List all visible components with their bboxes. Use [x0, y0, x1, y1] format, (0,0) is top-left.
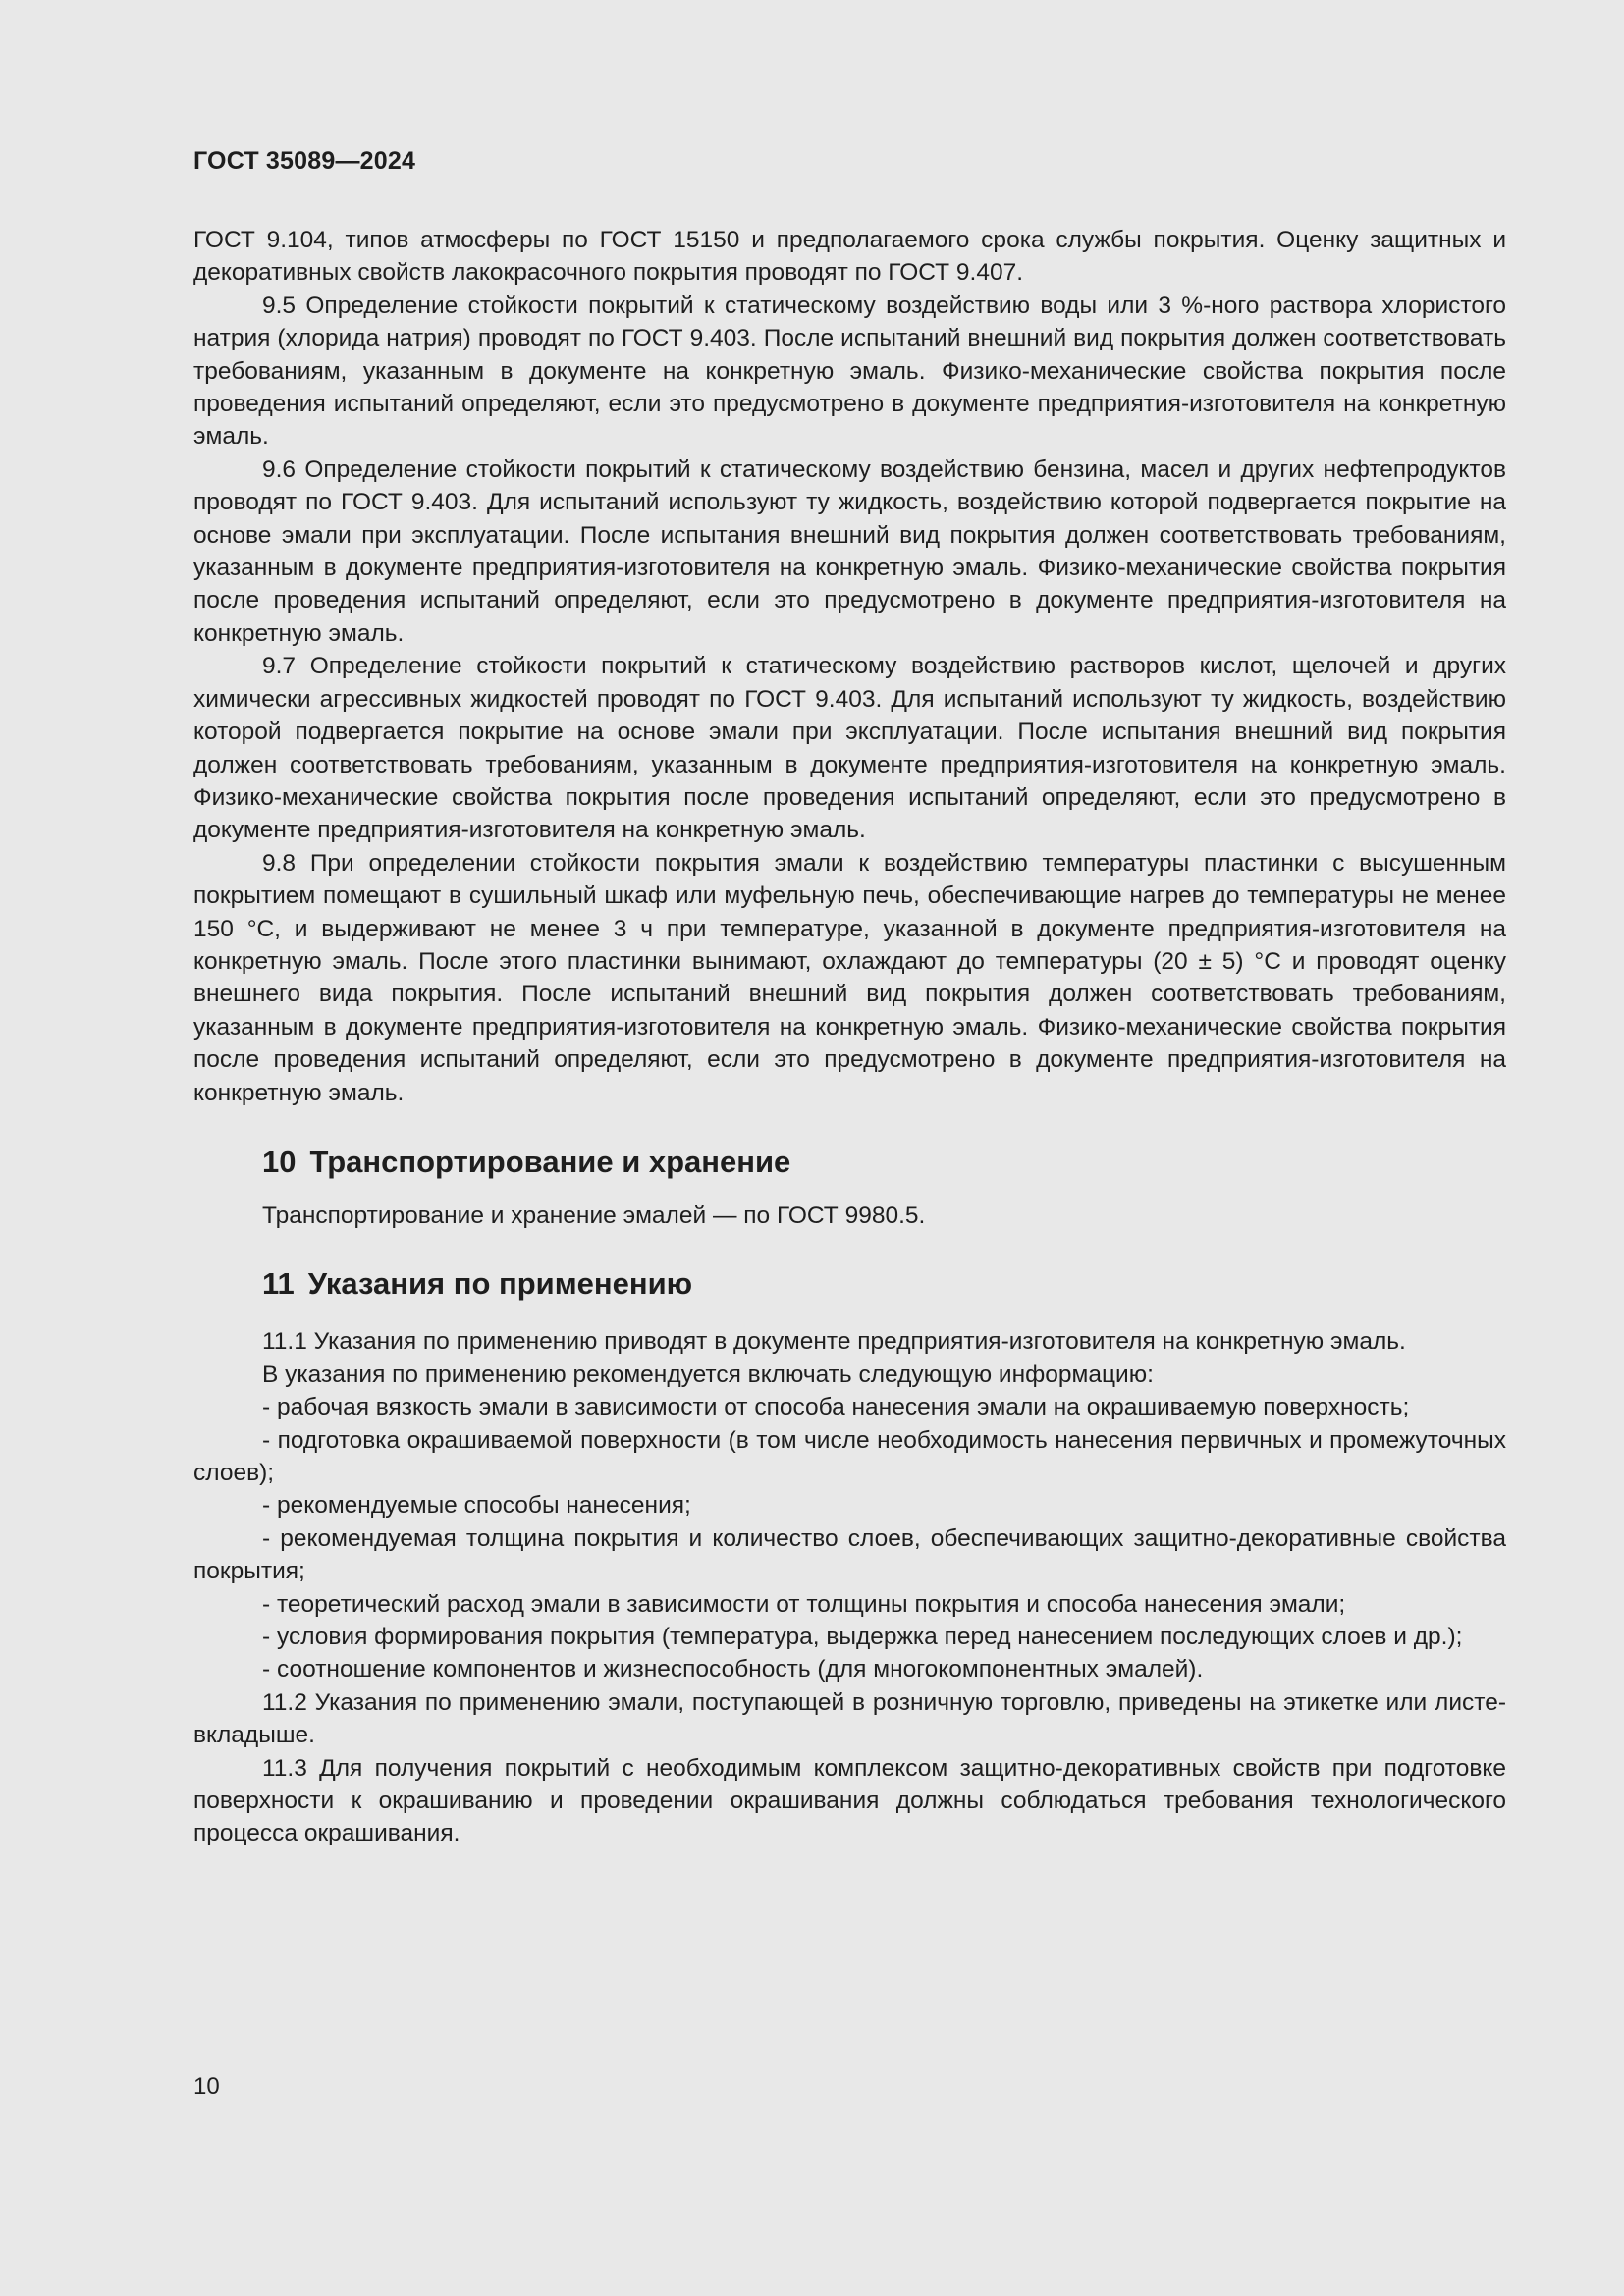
paragraph-9-8: 9.8 При определении стойкости покрытия эмали к воздействию температуры пластинки с высушенным покрытием помещают в сушильный шкаф или муфельную печь, обеспечивающие нагрев до температуры не менее 150 °С, и выдерживают не менее 3 ч при температуре, указанной в документе предприятия-изготовителя на конкретную эмаль. После этого пластинки вынимают, охлаждают до температуры (20 ± 5) °С и проводят оценку внешнего вида покрытия. После испытаний внешний вид покрытия должен соответствовать требованиям, указанным в документе предприятия-изготовителя на конкретную эмаль. Физико-механические свойства покрытия после проведения испытаний определяют, если это предусмотрено в документе предприятия-изготовителя на конкретную эмаль.: [193, 849, 1506, 1106]
section-10-heading: [193, 1143, 1506, 1182]
section-11-number: 11: [262, 1266, 295, 1302]
paragraph-11-3: 11.3 Для получения покрытий с необходимым комплексом защитно-декоративных свойств при подготовке поверхности к окрашиванию и проведении окрашивания должны соблюдаться требования технологического процесса окрашивания.: [193, 1754, 1506, 1847]
section-10-number: 10: [262, 1144, 297, 1179]
section-10-title: Транспортирование и хранение: [309, 1144, 791, 1179]
paragraph-9-6: 9.6 Определение стойкости покрытий к статическому воздействию бензина, масел и других нефтепродуктов проводят по ГОСТ 9.403. Для испытаний используют ту жидкость, воздействию которой подвергается покрытие на основе эмали при эксплуатации. После испытания внешний вид покрытия должен соответствовать требованиям, указанным в документе предприятия-изготовителя на конкретную эмаль. Физико-механические свойства покрытия после проведения испытаний определяют, если это предусмотрено в документе предприятия-изготовителя на конкретную эмаль.: [193, 455, 1506, 647]
section-11-heading: [193, 1264, 1506, 1304]
section-10-text: Транспортирование и хранение эмалей — по ГОСТ 9980.5.: [262, 1201, 926, 1229]
paragraph-9-5: 9.5 Определение стойкости покрытий к статическому воздействию воды или 3 %-ного раствора хлористого натрия (хлорида натрия) проводят по ГОСТ 9.403. После испытаний внешний вид покрытия должен соответствовать требованиям, указанным в документе на конкретную эмаль. Физико-механические свойства покрытия после проведения испытаний определяют, если это предусмотрено в документе предприятия-изготовителя на конкретную эмаль.: [193, 292, 1506, 451]
paragraph-11-1: 11.1 Указания по применению приводят в документе предприятия-изготовителя на конкретную эмаль.: [262, 1328, 1406, 1356]
paragraph-continuation: ГОСТ 9.104, типов атмосферы по ГОСТ 15150 и предполагаемого срока службы покрытия. Оценку защитных и декоративных свойств лакокрасочного покрытия проводят по ГОСТ 9.407.: [193, 227, 1506, 287]
list-item: - подготовка окрашиваемой поверхности (в том числе необходимость нанесения первичных и промежуточных слоев);: [193, 1426, 1506, 1486]
list-item: - условия формирования покрытия (температура, выдержка перед нанесением последующих слоев и др.);: [262, 1624, 1463, 1651]
paragraph-9-7: 9.7 Определение стойкости покрытий к статическому воздействию растворов кислот, щелочей и других химически агрессивных жидкостей проводят по ГОСТ 9.403. Для испытаний используют ту жидкость, воздействию которой подвергается покрытие на основе эмали при эксплуатации. После испытания внешний вид покрытия должен соответствовать требованиям, указанным в документе предприятия-изготовителя на конкретную эмаль. Физико-механические свойства покрытия после проведения испытаний определяют, если это предусмотрено в документе предприятия-изготовителя на конкретную эмаль.: [193, 653, 1506, 844]
list-item: - рекомендуемые способы нанесения;: [262, 1492, 691, 1520]
document-id-header: ГОСТ 35089—2024: [193, 147, 416, 175]
list-intro: В указания по применению рекомендуется включать следующую информацию:: [262, 1361, 1154, 1388]
section-11-title: Указания по применению: [307, 1266, 693, 1302]
page-content: [193, 224, 1506, 1850]
list-item: - рабочая вязкость эмали в зависимости от способа нанесения эмали на окрашиваемую поверхность;: [262, 1394, 1410, 1421]
list-item: - соотношение компонентов и жизнеспособность (для многокомпонентных эмалей).: [262, 1656, 1204, 1683]
paragraph-11-2: 11.2 Указания по применению эмали, поступающей в розничную торговлю, приведены на этикетке или листе-вкладыше.: [193, 1688, 1506, 1749]
list-item: - теоретический расход эмали в зависимости от толщины покрытия и способа нанесения эмали;: [262, 1590, 1346, 1618]
page-number: 10: [193, 2073, 220, 2100]
list-item: - рекомендуемая толщина покрытия и количество слоев, обеспечивающих защитно-декоративные свойства покрытия;: [193, 1524, 1506, 1585]
